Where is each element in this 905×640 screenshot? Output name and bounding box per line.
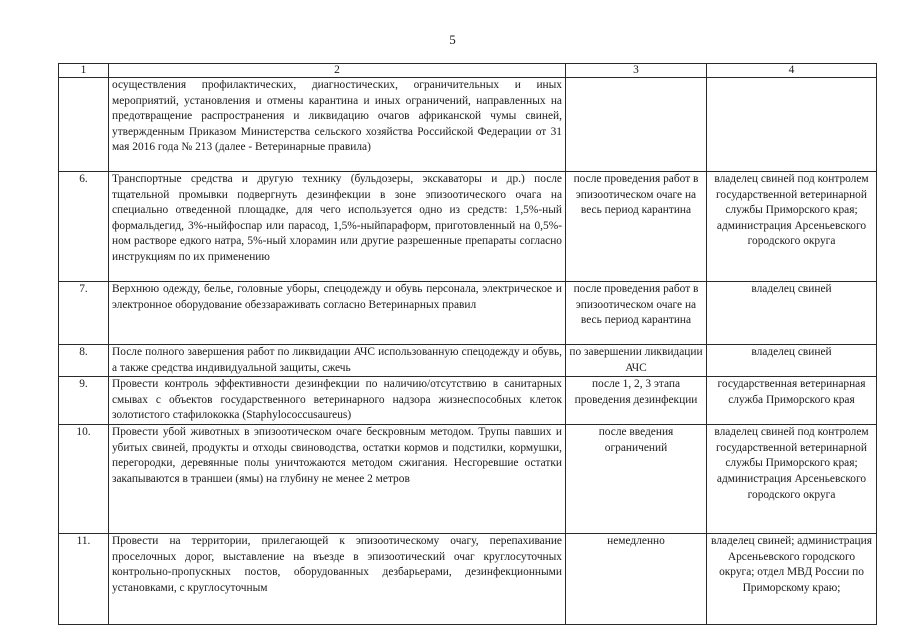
table-row bbox=[59, 534, 877, 625]
row-deadline: после введения ограничений bbox=[566, 425, 707, 534]
measures-table bbox=[58, 63, 877, 625]
row-deadline: немедленно bbox=[566, 534, 707, 625]
row-deadline: после проведения работ в эпизоотическом очаге на весь период карантина bbox=[566, 282, 707, 345]
table-row bbox=[59, 425, 877, 534]
row-deadline: после 1, 2, 3 этапа проведения дезинфекции bbox=[566, 377, 707, 425]
row-number: 7. bbox=[59, 282, 109, 345]
row-measure: Провести контроль эффективности дезинфекции по наличию/отсутствию в санитарных смывах с объектов государственного ветеринарного надзора жизнеспособных клеток золотистого стафилококка (Staphylococcusaureus) bbox=[109, 377, 566, 425]
row-responsible bbox=[707, 78, 877, 172]
row-responsible: владелец свиней под контролем государственной ветеринарной службы Приморского края; администрация Арсеньевского городского округа bbox=[707, 425, 877, 534]
row-number bbox=[59, 78, 109, 172]
table-row bbox=[59, 345, 877, 377]
row-number: 10. bbox=[59, 425, 109, 534]
row-responsible: владелец свиней bbox=[707, 345, 877, 377]
header-col-4: 4 bbox=[707, 64, 877, 78]
row-deadline bbox=[566, 78, 707, 172]
row-deadline: по завершении ликвидации АЧС bbox=[566, 345, 707, 377]
header-col-2: 2 bbox=[109, 64, 566, 78]
row-measure: Провести на территории, прилегающей к эпизоотическому очагу, перепахивание проселочных дорог, выставление на въезде в эпизоотический очаг круглосуточных контрольно-пропускных постов, оборудованных дезбарьерами, дезинфекционными установками, с круглосуточным bbox=[109, 534, 566, 625]
table-row bbox=[59, 282, 877, 345]
table-row bbox=[59, 78, 877, 172]
row-deadline: после проведения работ в эпизоотическом очаге на весь период карантина bbox=[566, 172, 707, 282]
row-responsible: владелец свиней под контролем государственной ветеринарной службы Приморского края; администрация Арсеньевского городского округа bbox=[707, 172, 877, 282]
row-measure: Провести убой животных в эпизоотическом очаге бескровным методом. Трупы павших и убитых свиней, продукты и отходы свиноводства, остатки кормов и подстилки, кормушки, перегородки, деревянные полы уничтожаются методом сжигания. Несгоревшие остатки закапываются в траншеи (ямы) на глубину не менее 2 метров bbox=[109, 425, 566, 534]
row-measure: Транспортные средства и другую технику (бульдозеры, экскаваторы и др.) после тщательной промывки подвергнуть дезинфекции в зоне эпизоотического очага на специально отведенной площадке, для чего используется одно из средств: 1,5%-ный формальдегид, 3%-ныйфоспар или парасод, 1,5%-ныйпараформ, приготовленный на 0,5%-ном растворе едкого натра, 5%-ный хлорамин или другие разрешенные препараты согласно инструкциям по их применению bbox=[109, 172, 566, 282]
table-row bbox=[59, 377, 877, 425]
table-row bbox=[59, 172, 877, 282]
row-measure: После полного завершения работ по ликвидации АЧС использованную спецодежду и обувь, а также средства индивидуальной защиты, сжечь bbox=[109, 345, 566, 377]
row-number: 9. bbox=[59, 377, 109, 425]
row-responsible: владелец свиней bbox=[707, 282, 877, 345]
header-col-3: 3 bbox=[566, 64, 707, 78]
table-header-row bbox=[59, 64, 877, 78]
row-number: 11. bbox=[59, 534, 109, 625]
row-responsible: владелец свиней; администрация Арсеньевского городского округа; отдел МВД России по Приморскому краю; bbox=[707, 534, 877, 625]
row-responsible: государственная ветеринарная служба Приморского края bbox=[707, 377, 877, 425]
header-col-1: 1 bbox=[59, 64, 109, 78]
page-number: 5 bbox=[449, 32, 456, 47]
row-measure: Верхнюю одежду, белье, головные уборы, спецодежду и обувь персонала, электрическое и электронное оборудование обеззараживать согласно Ветеринарных правил bbox=[109, 282, 566, 345]
row-number: 6. bbox=[59, 172, 109, 282]
row-number: 8. bbox=[59, 345, 109, 377]
row-measure: осуществления профилактических, диагностических, ограничительных и иных мероприятий, установления и отмены карантина и иных ограничений, направленных на предотвращение распространения и ликвидацию очагов африканской чумы свиней, утвержденным Приказом Министерства сельского хозяйства Российской Федерации от 31 мая 2016 года № 213 (далее - Ветеринарные правила) bbox=[109, 78, 566, 172]
